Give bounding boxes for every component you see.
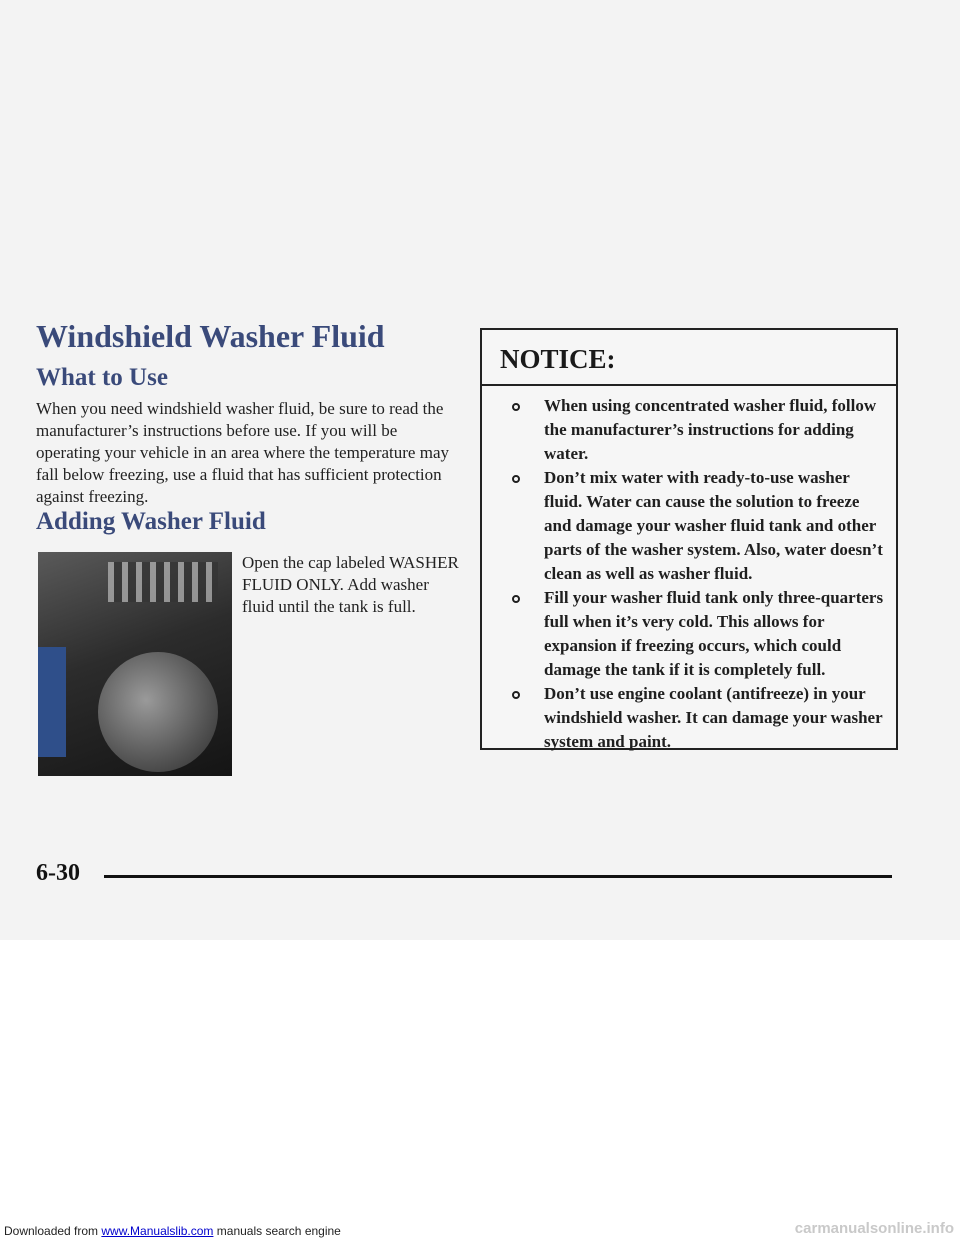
- notice-item: When using concentrated washer fluid, follow the manufacturer’s instructions for adding water.: [512, 394, 886, 466]
- site-watermark: carmanualsonline.info: [794, 1220, 954, 1237]
- bullet-icon: [512, 475, 520, 483]
- footer-divider: [104, 875, 892, 878]
- bullet-icon: [512, 691, 520, 699]
- notice-heading: NOTICE:: [482, 330, 896, 386]
- washer-cap-photo: [38, 552, 232, 776]
- photo-caption: Open the cap labeled WASHER FLUID ONLY. Add washer fluid until the tank is full.: [242, 553, 459, 616]
- section-heading-what-to-use: What to Use: [36, 364, 168, 391]
- notice-box: [480, 328, 898, 750]
- notice-item: Fill your washer fluid tank only three-quarters full when it’s very cold. This allows for expansion if freezing occurs, which could damage the tank if it is completely full.: [512, 586, 886, 682]
- section-heading-adding-washer-fluid: Adding Washer Fluid: [36, 508, 266, 535]
- page-title: Windshield Washer Fluid: [36, 318, 385, 354]
- bullet-icon: [512, 403, 520, 411]
- download-credit: Downloaded from www.Manualslib.com manuals search engine: [4, 1224, 341, 1238]
- manualslib-link[interactable]: www.Manualslib.com: [101, 1224, 214, 1238]
- notice-item: Don’t mix water with ready-to-use washer fluid. Water can cause the solution to freeze and damage your washer fluid tank and other parts of the washer system. Also, water doesn’t clean as well as washer fluid.: [512, 466, 886, 586]
- notice-list: [482, 386, 896, 754]
- page-number: 6-30: [36, 860, 80, 886]
- label-decal-graphic: [38, 647, 66, 757]
- section-body-what-to-use: When you need windshield washer fluid, be sure to read the manufacturer’s instructions before use. If you will be operating your vehicle in an area where the temperature may fall below freezing, use a fluid that has sufficient protection against freezing.: [36, 399, 449, 506]
- notice-item: Don’t use engine coolant (antifreeze) in your windshield washer. It can damage your washer system and paint.: [512, 682, 886, 754]
- engine-detail-graphic: [108, 562, 218, 602]
- bullet-icon: [512, 595, 520, 603]
- washer-cap-graphic: [98, 652, 218, 772]
